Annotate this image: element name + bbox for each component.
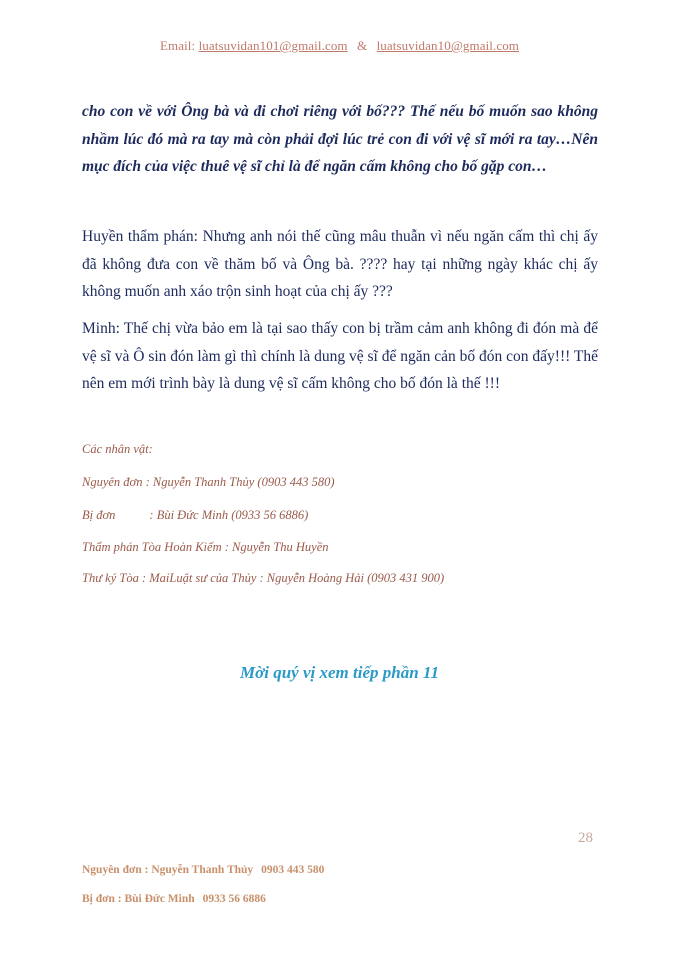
cast-defendant (82, 508, 602, 523)
paragraph-3: Minh: Thế chị vừa bảo em là tại sao thấy con bị trầm cảm anh không đi đón mà để vệ sĩ và Ô sin đón làm gì thì chính là dung vệ sĩ để ngăn cản bố đón con đấy!!! Thế nên em mới trình bày là dung vệ sĩ cấm không cho bố đón là thế !!! (82, 320, 598, 392)
cast-title: Các nhân vật: (82, 442, 153, 456)
cast-clerk: Thư ký Tòa : MaiLuật sư của Thủy : Nguyễn Hoàng Hải (0903 431 900) (82, 571, 445, 585)
cast-defendant-label: Bị đơn (82, 508, 116, 522)
footer-defendant-phone: 0933 56 6886 (202, 893, 266, 905)
email-link-2[interactable]: luatsuvidan10@gmail.com (376, 38, 520, 53)
footer-defendant-label: Bị đơn : Bùi Đức Minh (82, 893, 195, 905)
email-separator: & (357, 38, 368, 53)
email-link-1[interactable]: luatsuvidan101@gmail.com (198, 38, 348, 53)
footer-plaintiff-label: Nguyên đơn : Nguyễn Thanh Thủy (82, 864, 254, 876)
cast-judge: Thẩm phán Tòa Hoàn Kiếm : Nguyễn Thu Huyền (82, 540, 329, 554)
paragraph-1: cho con về với Ông bà và đi chơi riêng với bố??? Thế nếu bố muốn sao không nhầm lúc đó mà ra tay mà còn phải đợi lúc trẻ con đi với vệ sĩ mới ra tay…Nên mục đích của việc thuê vệ sĩ chỉ là để ngăn cấm không cho bố gặp con… (82, 103, 598, 175)
footer-defendant (82, 893, 266, 905)
cast-defendant-value: : Bùi Đức Minh (0933 56 6886) (149, 508, 309, 522)
cast-plaintiff: Nguyên đơn : Nguyễn Thanh Thủy (0903 443 580) (82, 475, 335, 489)
paragraph-2: Huyền thẩm phán: Nhưng anh nói thế cũng mâu thuẫn vì nếu ngăn cấm thì chị ấy đã không đưa con về thăm bố và Ông bà. ???? hay tại những ngày khác chị ấy không muốn anh xáo trộn sinh hoạt của chị ấy ??? (82, 228, 598, 300)
page-header (0, 38, 679, 54)
footer-plaintiff-phone: 0903 443 580 (261, 864, 325, 876)
footer-plaintiff (82, 864, 324, 876)
next-part-notice: Mời quý vị xem tiếp phần 11 (240, 663, 439, 682)
page-number: 28 (578, 830, 593, 846)
email-label: Email: (159, 38, 196, 53)
